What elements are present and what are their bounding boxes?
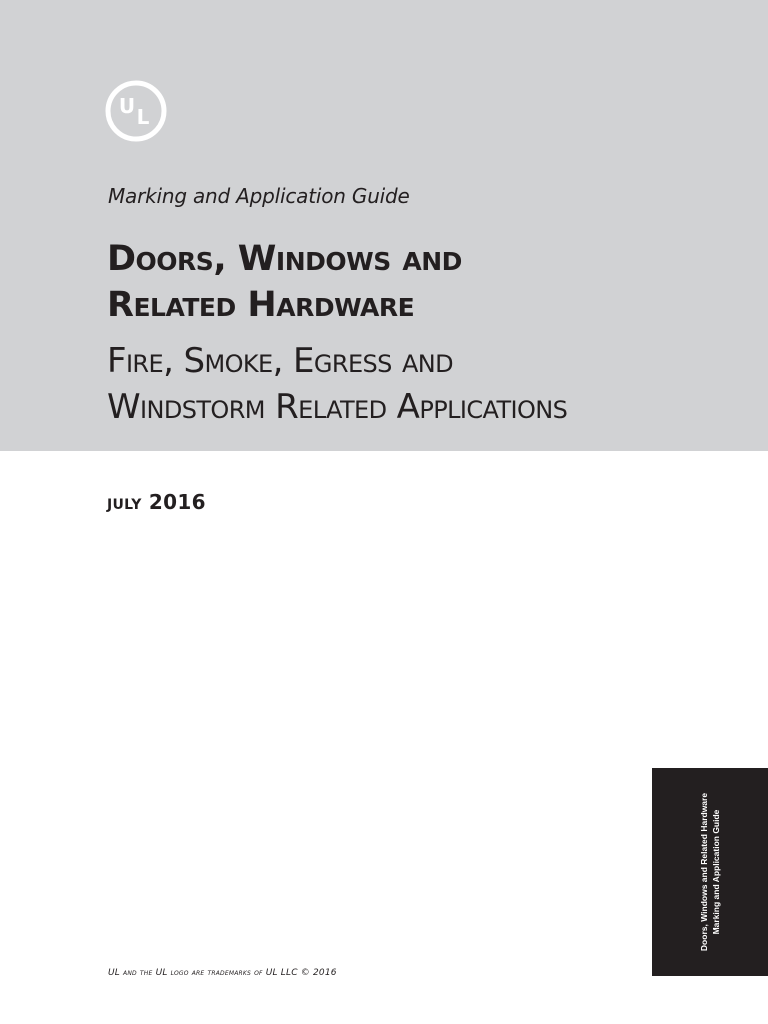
title-line-2: Related Hardware [107,285,415,325]
document-subheading [107,338,567,430]
publication-date: july 2016 [107,490,206,514]
spine-tab [652,768,768,976]
title-line-1: Doors, Windows and [107,239,462,279]
guide-subtitle: Marking and Application Guide [108,184,410,208]
trademark-footer: UL and the UL logo are trademarks of UL LLC © 2016 [108,968,337,978]
document-title [107,236,462,328]
logo-letter-l: L [136,105,150,129]
header-band [0,0,768,451]
spine-line-1: Doors, Windows and Related Hardware [699,792,709,952]
subheading-line-2: Windstorm Related Applications [107,387,568,427]
subheading-line-1: Fire, Smoke, Egress and [107,341,454,381]
spine-line-2: Marking and Application Guide [711,809,721,935]
ul-logo-icon [105,80,167,142]
logo-letter-u: U [118,94,136,118]
spine-label [698,793,722,951]
